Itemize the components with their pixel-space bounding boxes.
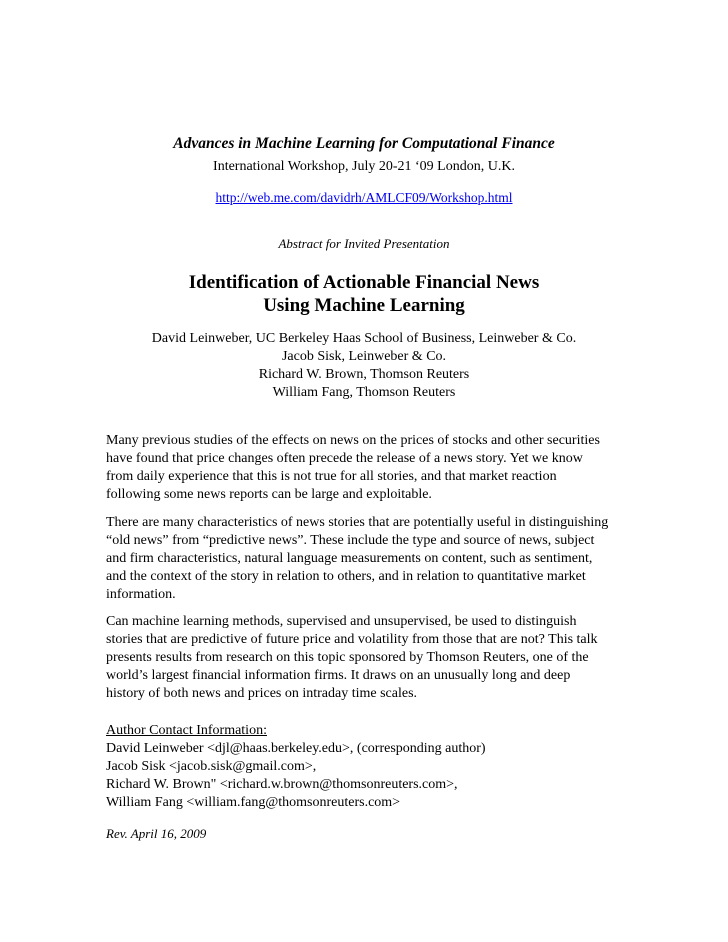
text-line: “old news” from “predictive news”. These include the type and source of news, subject — [106, 533, 595, 548]
text-line: history of both news and prices on intraday time scales. — [106, 686, 418, 701]
text-line: from daily experience that this is not true for all stories, and that market reaction — [106, 469, 557, 484]
abstract-label: Abstract for Invited Presentation — [278, 236, 450, 251]
paper-title-line-2: Using Machine Learning — [263, 295, 465, 316]
conference-title: Advances in Machine Learning for Computational Finance — [173, 135, 555, 152]
text-line: presents results from research on this topic sponsored by Thomson Reuters, one of the — [106, 650, 589, 665]
contact-line: David Leinweber <djl@haas.berkeley.edu>, (corresponding author) — [106, 741, 486, 756]
text-line: and firm characteristics, natural language measurements on content, such as sentiment, — [106, 551, 593, 566]
contact-heading: Author Contact Information: — [106, 723, 267, 738]
author-line: William Fang, Thomson Reuters — [272, 385, 456, 400]
abstract-paragraph-2 — [106, 514, 636, 604]
paper-title — [0, 271, 728, 317]
text-line: world’s largest financial information firms. It draws on an unusually long and deep — [106, 668, 571, 683]
contact-line: Richard W. Brown" <richard.w.brown@thomsonreuters.com>, — [106, 777, 458, 792]
author-list — [0, 330, 728, 402]
abstract-paragraph-1 — [106, 432, 636, 504]
author-line: Jacob Sisk, Leinweber & Co. — [281, 349, 447, 364]
text-line: information. — [106, 587, 176, 602]
workshop-url-link[interactable]: http://web.me.com/davidrh/AMLCF09/Workshop.html — [215, 190, 513, 205]
text-line: have found that price changes often precede the release of a news story. Yet we know — [106, 451, 583, 466]
text-line: There are many characteristics of news stories that are potentially useful in distinguishing — [106, 515, 609, 530]
author-line: Richard W. Brown, Thomson Reuters — [258, 367, 470, 382]
contact-line: William Fang <william.fang@thomsonreuters.com> — [106, 795, 401, 810]
text-line: and the context of the story in relation to others, and in relation to quantitative market — [106, 569, 586, 584]
text-line: following some news reports can be large and exploitable. — [106, 487, 432, 502]
text-line: Can machine learning methods, supervised and unsupervised, be used to distinguish — [106, 614, 577, 629]
author-contact-section — [106, 722, 486, 812]
workshop-info: International Workshop, July 20-21 ‘09 London, U.K. — [213, 159, 515, 174]
author-line: David Leinweber, UC Berkeley Haas School of Business, Leinweber & Co. — [151, 331, 577, 346]
text-line: Many previous studies of the effects on news on the prices of stocks and other securities — [106, 433, 600, 448]
text-line: stories that are predictive of future price and volatility from those that are not? This talk — [106, 632, 598, 647]
abstract-paragraph-3 — [106, 613, 636, 703]
paper-title-line-1: Identification of Actionable Financial News — [188, 272, 540, 293]
contact-line: Jacob Sisk <jacob.sisk@gmail.com>, — [106, 759, 317, 774]
revision-date: Rev. April 16, 2009 — [106, 826, 207, 841]
